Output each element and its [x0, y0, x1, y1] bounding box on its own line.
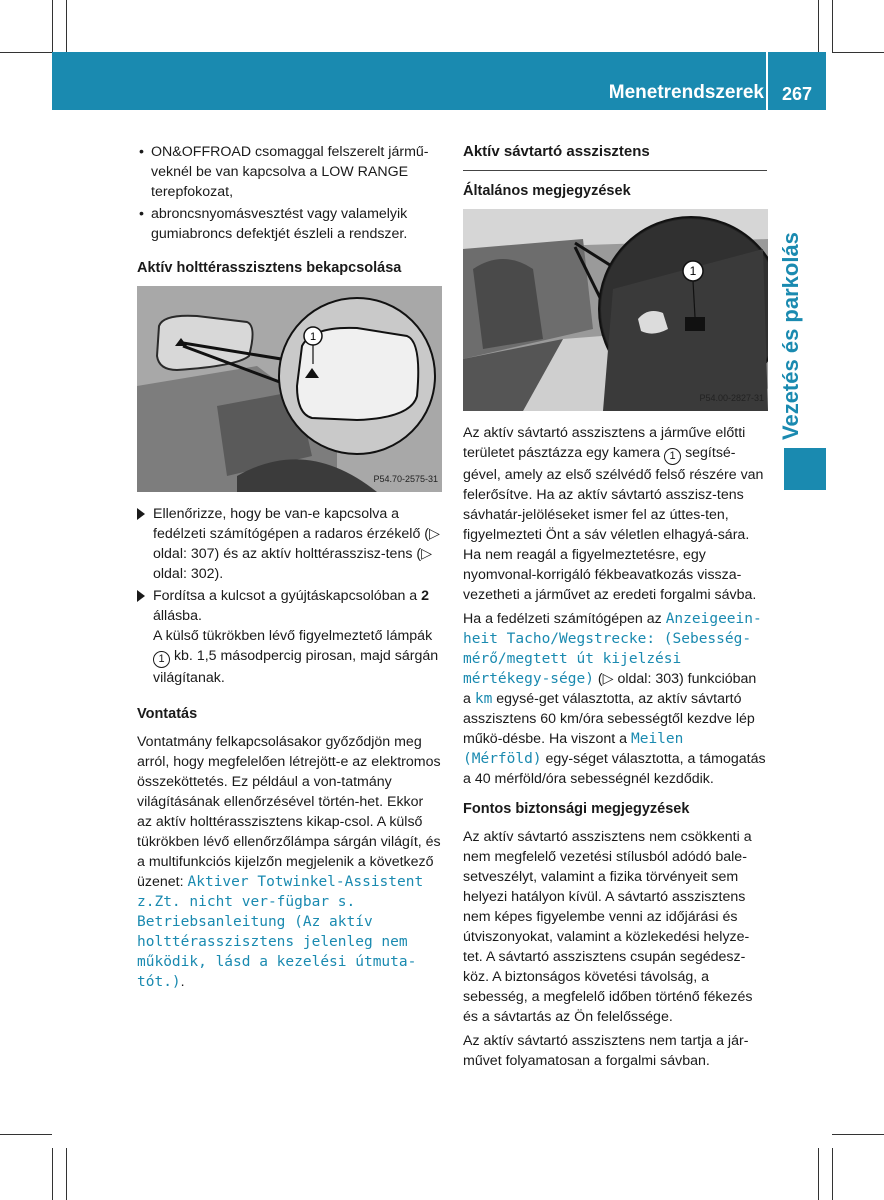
unit-option: Meilen (Mérföld): [463, 731, 684, 767]
sub-heading: Általános megjegyzések: [463, 183, 631, 199]
paragraph-text: Vontatmány felkapcsolásakor győződjön meg arról, hogy megfelelően létrejött-e az elektromos összeköttetés. Ez például a von-tatmány világításának ellenőrzésével történ-het. Ekkor az aktív holttérasszisztens kikap-csol. A külső tükrökben lévő ellenőrzőlámpa sárgán világít, és a multifunkciós kijelzőn megjelenik a következő üzenet:: [137, 734, 441, 890]
menu-path: Anzeigeein-heit Tacho/Wegstrecke: (Sebesség-mérő/megtett út kijelzési mértékegy-sége): [463, 611, 762, 687]
callout-number: 1: [689, 264, 697, 278]
step-arrow-icon: [137, 508, 145, 520]
callout-number: 1: [309, 331, 317, 343]
crop-mark: [52, 0, 53, 52]
section-title: Aktív sávtartó asszisztens: [463, 142, 767, 171]
chapter-title: Menetrendszerek: [608, 82, 764, 103]
key-position: 2: [421, 588, 430, 604]
section-heading: Fontos biztonsági megjegyzések: [463, 801, 690, 817]
paragraph: [137, 732, 442, 992]
mirror-figure: [137, 286, 442, 492]
section-heading: Aktív holttérasszisztens bekapcsolása: [137, 260, 402, 276]
section-heading: Vontatás: [137, 706, 198, 722]
condition-list: [137, 142, 442, 244]
paragraph-text: egysé-get választotta, az aktív sávtartó asszisztens 60 km/óra sebességtől kezdve lép műkö-désbe. Ha viszont a: [463, 691, 755, 747]
paragraph-text: (▷ oldal: 303) funkcióban a: [463, 671, 757, 707]
crop-mark: [832, 1148, 833, 1200]
camera-figure: [463, 209, 768, 411]
left-column: [137, 142, 442, 996]
side-tab-label: Vezetés és parkolás: [778, 232, 803, 440]
crop-mark: [832, 0, 833, 52]
figure-caption: P54.00-2827-31: [699, 393, 764, 403]
crop-mark: [0, 1134, 52, 1135]
step-text: Ellenőrizze, hogy be van-e kapcsolva a fedélzeti számítógépen a radaros érzékelő (▷ oldal: 307) és az aktív holttérasszisz-tens (▷ oldal: 302).: [153, 506, 440, 582]
paragraph-text: Ha a fedélzeti számítógépen az: [463, 611, 662, 627]
right-column: [463, 142, 767, 1075]
crop-mark: [0, 52, 52, 53]
figure-caption: P54.70-2575-31: [373, 474, 438, 484]
crop-mark: [832, 52, 884, 53]
callout-marker: 1: [153, 651, 170, 668]
instruction-step: [137, 504, 442, 584]
paragraph: [463, 609, 767, 789]
unit-option: km: [474, 691, 493, 707]
crop-mark: [66, 1148, 67, 1200]
instruction-step: [137, 586, 442, 688]
crop-mark: [818, 1148, 819, 1200]
step-text: Fordítsa a kulcsot a gyújtáskapcsolóban a: [153, 588, 418, 604]
paragraph-text: segítsé-gével, amely az első szélvédő felső részére van felerősítve. Ha az aktív sávtartó asszisz-tens sávhatár-jelöléseket ismer fel az úttes-ten, figyelmezteti Önt a sáv véletlen elhagyá-sára. Ha nem reagál a figyelmeztetésre, egy nyomvonal-korrigáló fékbeavatkozás vissza-vezetheti a járművet az eredeti forgalmi sávba.: [463, 445, 764, 603]
list-item: • abroncsnyomásvesztést vagy valamelyik gumiabroncs defektjét észleli a rendszer.: [137, 204, 442, 244]
punctuation: .: [180, 974, 185, 990]
list-item: • ON&OFFROAD csomaggal felszerelt jármű-veknél be van kapcsolva a LOW RANGE terepfokozat,: [137, 142, 442, 202]
camera-illustration: [463, 209, 768, 411]
crop-mark: [818, 0, 819, 52]
paragraph: Az aktív sávtartó asszisztens nem csökkenti a nem megfelelő vezetési stílusból adódó bale-setveszélyt, valamint a fizika törvényeit sem helyezi hatályon kívül. A sávtartó asszisztens nem képes figyelembe venni az időjárási és útviszonyokat, valamint a közlekedési helyze-tet. A sávtartó asszisztens csupán segédesz-köz. A biztonságos követési távolság, a sebesség, a megfelelő időben történő fékezés és a sávtartás az Ön felelőssége.: [463, 829, 753, 1025]
crop-mark: [52, 1148, 53, 1200]
step-arrow-icon: [137, 590, 145, 602]
paragraph: Az aktív sávtartó asszisztens nem tartja a jár-művet folyamatosan a forgalmi sávban.: [463, 1033, 749, 1069]
paragraph-text: egy-séget választotta, a támogatás a 40 mérföld/óra sebességnél kezdődik.: [463, 751, 766, 787]
mirror-illustration: [137, 286, 442, 492]
crop-mark: [832, 1134, 884, 1135]
crop-mark: [66, 0, 67, 52]
instruction-steps: [137, 504, 442, 688]
step-text: állásba.: [153, 608, 202, 624]
step-note: kb. 1,5 másodpercig pirosan, majd sárgán világítanak.: [153, 648, 439, 686]
paragraph: [463, 423, 767, 605]
display-message: Aktiver Totwinkel-Assistent z.Zt. nicht ver-fügbar s. Betriebsanleitung (Az aktív holttérasszisztens jelenleg nem működik, lásd a kezelési útmuta-tót.): [137, 874, 424, 990]
page-number: 267: [781, 84, 813, 104]
step-note: A külső tükrökben lévő figyelmeztető lámpák: [153, 628, 433, 644]
callout-marker: 1: [664, 448, 681, 465]
side-tab-marker: [784, 448, 826, 490]
paragraph-text: Az aktív sávtartó asszisztens a járműve előtti területet pásztázza egy kamera: [463, 425, 746, 461]
